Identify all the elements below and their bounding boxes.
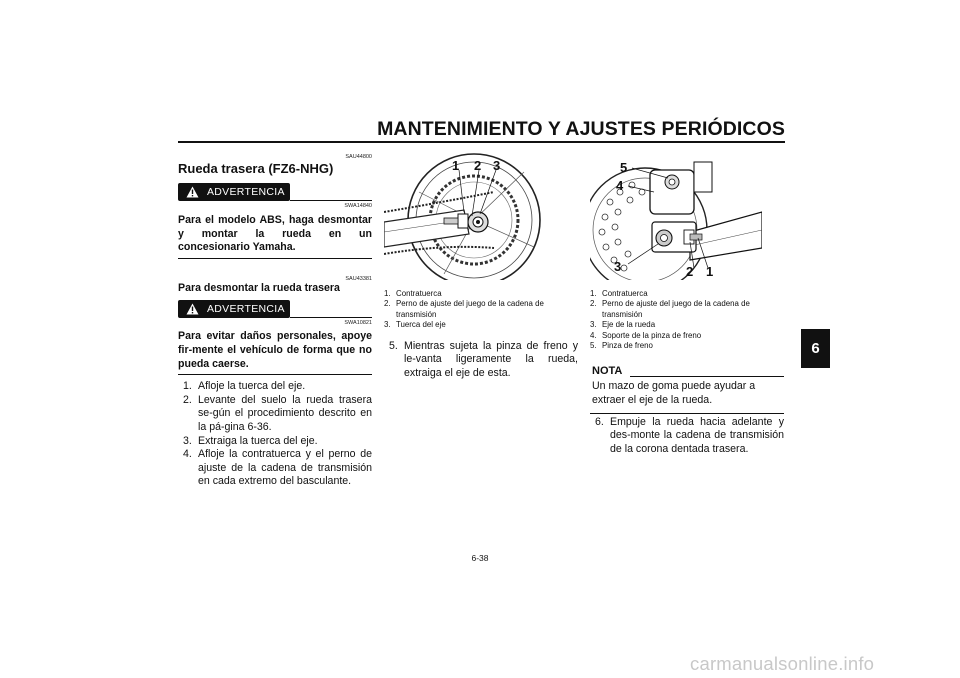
caption-text: Contratuerca — [602, 289, 648, 298]
subheading: Para desmontar la rueda trasera — [178, 281, 340, 294]
step-number: 5. — [389, 339, 398, 352]
list-item — [590, 341, 784, 351]
warning-line — [290, 200, 372, 201]
list-item — [178, 394, 372, 435]
warning-label: ADVERTENCIA — [207, 186, 285, 198]
step-text: Mientras sujeta la pinza de freno y le-vanta ligeramente la rueda, extraiga el eje de esta. — [404, 339, 578, 379]
list-item — [590, 320, 784, 330]
step-list — [384, 340, 578, 381]
caption-text: Soporte de la pinza de freno — [602, 330, 702, 340]
rear-wheel-axle-figure — [384, 152, 572, 280]
caption-text: Pinza de freno — [602, 341, 653, 351]
section-title: Rueda trasera (FZ6-NHG) — [178, 161, 334, 176]
warning-triangle-icon — [186, 186, 199, 198]
figure-callout: 2 — [686, 264, 694, 279]
note-label: NOTA — [592, 365, 623, 378]
list-item — [384, 299, 578, 320]
figure-captions — [590, 289, 784, 351]
step-list — [178, 380, 372, 489]
figure-callout: 1 — [452, 158, 460, 173]
figure-callout: 3 — [493, 158, 501, 173]
warning-end-rule — [178, 374, 372, 375]
step-text: Levante del suelo la rueda trasera se-gún el procedimiento descrito en la pá-gina 6-36. — [198, 393, 372, 433]
watermark: carmanualsonline.info — [690, 653, 875, 674]
list-item — [178, 380, 372, 394]
ref-code: SAU43381 — [345, 275, 372, 282]
warning-badge — [178, 300, 290, 318]
list-item — [384, 340, 578, 381]
list-item — [590, 416, 784, 457]
list-item — [590, 289, 784, 299]
caption-number: 1. — [590, 289, 597, 298]
step-text: Empuje la rueda hacia adelante y des-monte la cadena de transmisión de la corona dentada trasera. — [610, 415, 784, 455]
warning-badge — [178, 183, 290, 201]
note-header — [590, 365, 784, 379]
caption-text: Eje de la rueda — [602, 320, 656, 330]
right-column — [590, 152, 784, 456]
step-number: 6. — [595, 415, 604, 428]
warning-banner — [178, 183, 372, 201]
figure-callout: 2 — [474, 158, 482, 173]
step-text: Extraiga la tuerca del eje. — [198, 434, 318, 447]
ref-code: SWA10821 — [344, 320, 372, 327]
caption-text: Tuerca del eje — [396, 320, 446, 330]
page-header-title: MANTENIMIENTO Y AJUSTES PERIÓDICOS — [377, 118, 785, 140]
chapter-tab: 6 — [801, 329, 830, 368]
warning-end-rule — [178, 258, 372, 259]
ref-code: SAU44800 — [345, 154, 372, 160]
figure-callout: 4 — [616, 178, 624, 193]
caption-text: Perno de ajuste del juego de la cadena de transmisión — [602, 299, 750, 319]
brake-caliper-axle-figure — [590, 152, 762, 280]
left-column — [178, 154, 372, 489]
warning-line — [290, 317, 372, 318]
step-number: 1. — [183, 380, 192, 393]
step-text: Afloje la contratuerca y el perno de ajuste de la cadena de transmisión en cada extremo del basculante. — [198, 448, 372, 488]
caption-number: 1. — [384, 289, 391, 298]
caption-text: Contratuerca — [396, 289, 442, 298]
header-rule — [178, 141, 785, 143]
page-number: 6-38 — [471, 553, 489, 563]
caption-number: 5. — [590, 341, 597, 351]
warning-banner — [178, 300, 372, 318]
step-number: 2. — [183, 393, 192, 406]
warning-triangle-icon — [186, 303, 199, 315]
step-text: Afloje la tuerca del eje. — [198, 380, 306, 393]
note-end-rule — [590, 413, 784, 414]
list-item — [178, 448, 372, 489]
note-text: Un mazo de goma puede ayudar a extraer el eje de la rueda. — [592, 380, 756, 407]
step-list — [590, 416, 784, 457]
note-line — [630, 376, 784, 377]
list-item — [384, 320, 578, 330]
figure-callout: 1 — [706, 264, 714, 279]
caption-number: 2. — [384, 299, 391, 309]
caption-number: 3. — [590, 320, 597, 330]
caption-number: 4. — [590, 330, 597, 340]
caption-text: Perno de ajuste del juego de la cadena de transmisión — [396, 299, 544, 319]
figure-callout: 3 — [614, 259, 622, 274]
warning-label: ADVERTENCIA — [207, 303, 285, 316]
caption-number: 2. — [590, 299, 597, 309]
caption-number: 3. — [384, 320, 391, 330]
figure-callout: 5 — [620, 160, 628, 175]
figure-captions — [384, 289, 578, 331]
step-number: 4. — [183, 448, 192, 461]
warning-text: Para el modelo ABS, haga desmontar y montar la rueda en un concesionario Yamaha. — [178, 214, 372, 254]
list-item — [178, 435, 372, 449]
ref-code: SWA14840 — [344, 203, 372, 209]
warning-text: Para evitar daños personales, apoye fir-mente el vehículo de forma que no pueda caerse. — [178, 330, 372, 370]
list-item — [590, 331, 784, 341]
step-number: 3. — [183, 434, 192, 447]
list-item — [590, 299, 784, 320]
middle-column — [384, 152, 578, 380]
list-item — [384, 289, 578, 299]
